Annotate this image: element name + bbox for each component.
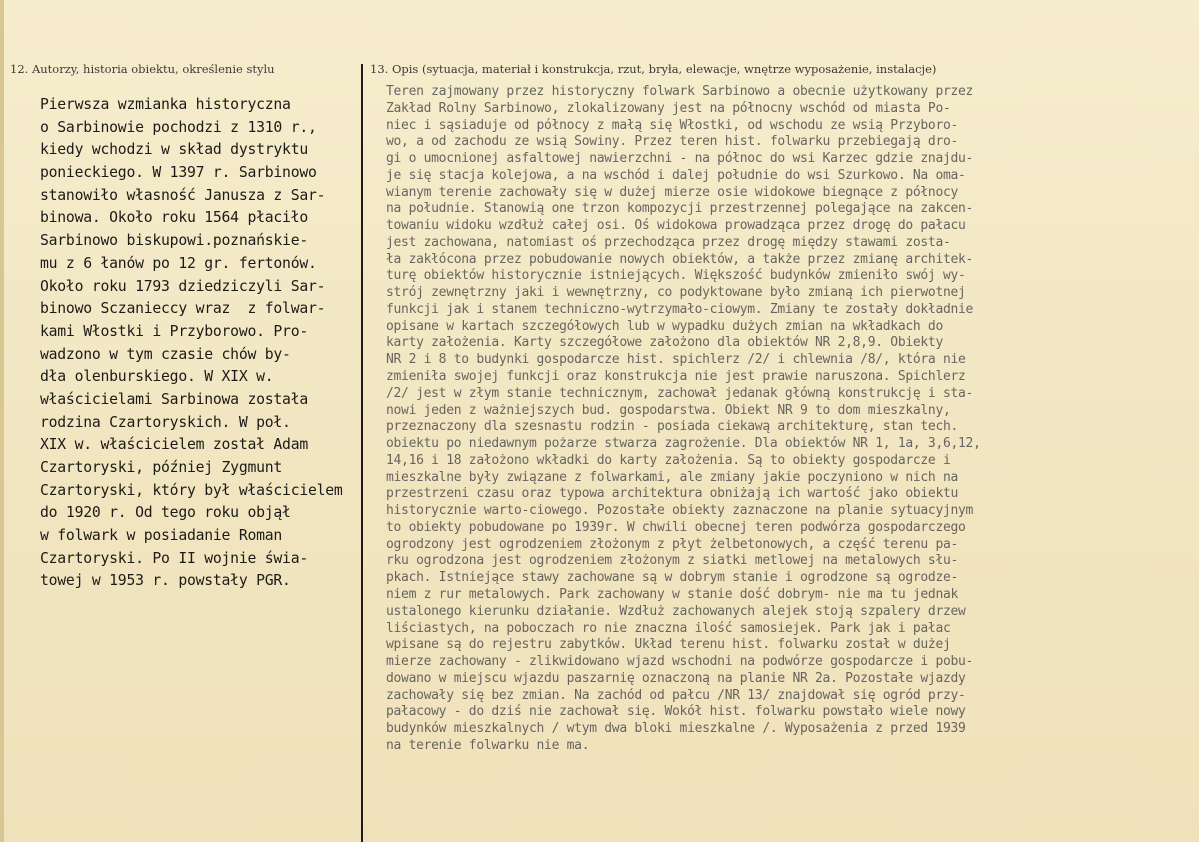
right-text-line: ustalonego kierunku działanie. Wzdłuż zachowanych alejek stoją szpalery drzew — [386, 603, 966, 619]
right-text-line: /2/ jest w złym stanie technicznym, zachował jedanak główną konstrukcję i sta- — [386, 385, 974, 401]
right-text-line: na południe. Stanowią one trzon kompozycji przestrzennej polegające na zakcen- — [386, 201, 974, 217]
left-text-line: kiedy wchodzi w skład dystryktu — [40, 140, 308, 159]
right-text-line: niec i sąsiaduje od północy z małą się Włostki, od wschodu ze wsią Przyboro- — [386, 117, 959, 133]
right-text-line: zmieniła swojej funkcji oraz konstrukcja nie jest prawie naruszona. Spichlerz — [386, 369, 966, 385]
right-text-line: NR 2 i 8 to budynki gospodarcze hist. spichlerz /2/ i chlewnia /8/, która nie — [386, 352, 966, 368]
right-text-line: turę obiektów historycznie istniejących. Większość budynków zmieniło swój wy- — [386, 268, 966, 284]
right-text-line: przeznaczony dla szesnastu rodzin - posiada ciekawą architekturę, stan tech. — [386, 419, 959, 435]
left-text-line: Czartoryski, który był właścicielem — [40, 480, 343, 499]
left-text-line: dła olenburskiego. W XIX w. — [40, 367, 274, 386]
left-text-line: ponieckiego. W 1397 r. Sarbinowo — [40, 163, 317, 182]
right-text-line: je się stacja kolejowa, a na wschód i dalej południe do wsi Szurkowo. Na oma- — [386, 167, 966, 183]
right-text-line: to obiekty pobudowane po 1939r. W chwili obecnej teren podwórza gospodarczego — [386, 519, 966, 535]
section-13-header: 13. Opis (sytuacja, materiał i konstrukcja, rzut, bryła, elewacje, wnętrze wyposażenie, instalacje) — [370, 62, 937, 76]
left-text-line: rodzina Czartoryskich. W poł. — [40, 412, 291, 431]
description-text-column — [386, 84, 1194, 755]
left-text-line: Sarbinowo biskupowi.poznańskie- — [40, 231, 308, 250]
right-text-line: 14,16 i 18 założono wkładki do karty założenia. Są to obiekty gospodarcze i — [386, 452, 951, 468]
left-text-line: stanowiło własność Janusza z Sar- — [40, 185, 326, 204]
right-text-line: zachowały się bez zmian. Na zachód od pałcu /NR 13/ znajdował się ogród przy- — [386, 687, 966, 703]
right-text-line: Teren zajmowany przez historyczny folwark Sarbinowo a obecnie użytkowany przez — [386, 84, 974, 99]
right-text-line: towaniu widoku wzdłuż całej osi. Oś widokowa prowadząca przez drogę do pałacu — [386, 218, 966, 234]
left-text-line: wadzono w tym czasie chów by- — [40, 344, 291, 363]
right-text-line: ogrodzony jest ogrodzeniem złożonym z płyt żelbetonowych, a część terenu pa- — [386, 536, 959, 552]
right-text-line: na terenie folwarku nie ma. — [386, 737, 590, 753]
right-text-line: liściastych, na poboczach ro nie znaczna ilość samosiejek. Park jak i pałac — [386, 620, 951, 636]
left-text-line: mu z 6 łanów po 12 gr. fertonów. — [40, 253, 317, 272]
right-text-line: rku ogrodzona jest ogrodzeniem złożonym z siatki metlowej na metalowych słu- — [386, 553, 959, 569]
right-text-line: strój zewnętrzny jaki i wewnętrzny, co podyktowane było zmianą ich pierwotnej — [386, 285, 966, 301]
page-edge — [0, 0, 4, 842]
right-text-line: opisane w kartach szczegółowych lub w wypadku dużych zmian na wkładkach do — [386, 318, 943, 334]
right-text-line: wo, a od zachodu ze wsią Sowiny. Przez teren hist. folwarku przebiegają dro- — [386, 134, 959, 150]
left-text-line: binowa. Około roku 1564 płaciło — [40, 208, 308, 227]
right-text-line: funkcji jak i stanem techniczno-wytrzymało-ciowym. Zmiany te zostały dokładnie — [386, 301, 974, 317]
left-text-line: do 1920 r. Od tego roku objął — [40, 503, 291, 522]
left-text-line: o Sarbinowie pochodzi z 1310 r., — [40, 117, 317, 136]
right-text-line: pkach. Istniejące stawy zachowane są w dobrym stanie i ogrodzone są ogrodze- — [386, 570, 959, 586]
section-12-header: 12. Autorzy, historia obiektu, określenie stylu — [10, 62, 275, 76]
right-text-line: obiektu po niedawnym pożarze stwarza zagrożenie. Dla obiektów NR 1, 1a, 3,6,12, — [386, 436, 981, 452]
left-text-line: XIX w. właścicielem został Adam — [40, 435, 308, 454]
right-text-line: dowano w miejscu wjazdu paszarnię oznaczoną na planie NR 2a. Pozostałe wjazdy — [386, 670, 966, 686]
right-text-line: Zakład Rolny Sarbinowo, zlokalizowany jest na północny wschód od miasta Po- — [386, 100, 951, 116]
right-text-line: mierze zachowany - zlikwidowano wjazd wschodni na podwórze gospodarcze i pobu- — [386, 654, 974, 670]
right-text-line: historycznie warto-ciowego. Pozostałe obiekty zaznaczone na planie sytuacyjnym — [386, 503, 974, 519]
left-text-line: Pierwsza wzmianka historyczna — [40, 95, 291, 113]
left-text-line: w folwark w posiadanie Roman — [40, 526, 283, 545]
history-text-column — [40, 93, 400, 592]
left-text-line: towej w 1953 r. powstały PGR. — [40, 571, 291, 590]
left-text-line: Około roku 1793 dziedziczyli Sar- — [40, 276, 326, 295]
right-text-line: ła zakłócona przez pobudowanie nowych obiektów, a także przez zmianę architek- — [386, 251, 974, 267]
right-text-line: wianym terenie zachowały się w dużej mierze osie widokowe biegnące z północy — [386, 184, 959, 200]
right-text-line: przestrzeni czasu oraz typowa architektura obniżają ich wartość jako obiektu — [386, 486, 959, 502]
right-text-line: karty założenia. Karty szczegółowe założono dla obiektów NR 2,8,9. Obiekty — [386, 335, 943, 351]
left-text-line: Czartoryski, później Zygmunt — [40, 458, 283, 476]
right-text-line: pałacowy - do dziś nie zachował się. Wokół hist. folwarku powstało wiele nowy — [386, 704, 966, 720]
right-text-line: mieszkalne były związane z folwarkami, ale zmiany jakie poczyniono w nich na — [386, 469, 959, 485]
right-text-line: nowi jeden z ważniejszych bud. gospodarstwa. Obiekt NR 9 to dom mieszkalny, — [386, 402, 951, 418]
right-text-line: budynków mieszkalnych / wtym dwa bloki mieszkalne /. Wyposażenia z przed 1939 — [386, 721, 966, 737]
left-text-line: Czartoryski. Po II wojnie świa- — [40, 548, 308, 567]
right-text-line: jest zachowana, natomiast oś przechodząca przez drogę między stawami zosta- — [386, 234, 951, 250]
right-text-line: niem z rur metalowych. Park zachowany w stanie dość dobrym- nie ma tu jednak — [386, 586, 959, 602]
left-text-line: kami Włostki i Przyborowo. Pro- — [40, 321, 308, 340]
left-text-line: binowo Sczanieccy wraz z folwar- — [40, 299, 326, 318]
right-text-line: wpisane są do rejestru zabytków. Układ terenu hist. folwarku został w dużej — [386, 637, 951, 653]
right-text-line: gi o umocnionej asfaltowej nawierzchni - na północ do wsi Karzec gdzie znajdu- — [386, 151, 974, 167]
left-text-line: właścicielami Sarbinowa została — [40, 389, 308, 408]
